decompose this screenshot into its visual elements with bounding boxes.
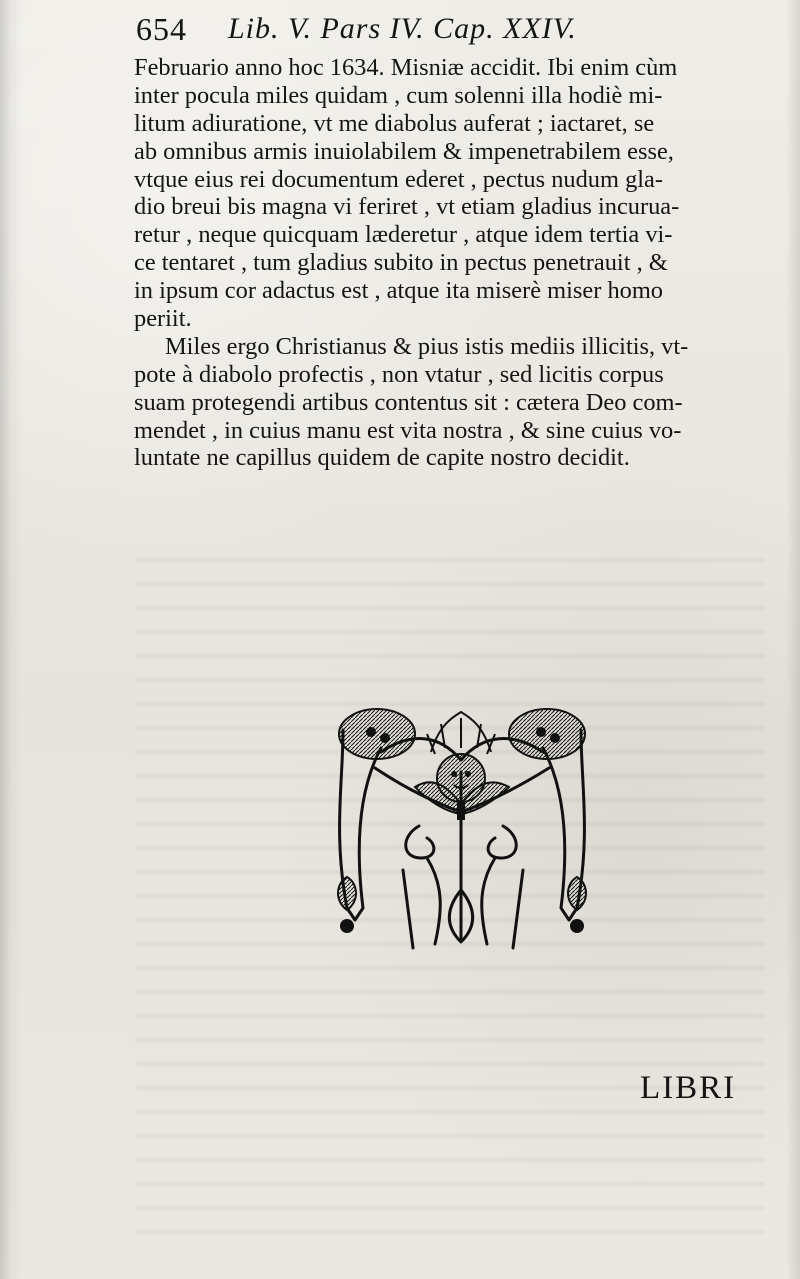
text-line: periit. <box>134 305 192 333</box>
page-number: 654 <box>136 11 187 47</box>
text-line: ce tentaret , tum gladius subito in pectus penetrauit , & <box>134 249 668 277</box>
text-line: retur , neque quicquam læderetur , atque idem tertia vi- <box>134 221 673 249</box>
woodcut-headpiece-icon <box>323 694 603 954</box>
text-line: litum adiuratione, vt me diabolus auferat ; iactaret, se <box>134 109 655 137</box>
page-left-shadow <box>0 0 22 1279</box>
text-line: Februario anno hoc 1634. Misniæ accidit. Ibi enim cùm <box>134 54 678 81</box>
catchword: LIBRI <box>640 1070 737 1106</box>
text-line: vtque eius rei documentum ederet , pectus nudum gla- <box>134 165 663 193</box>
text-line: dio breui bis magna vi feriret , vt etiam gladius incurua- <box>134 193 680 221</box>
text-line: pote à diabolo profectis , non vtatur , sed licitis corpus <box>134 360 664 388</box>
running-header <box>136 10 696 48</box>
text-line: Miles ergo Christianus & pius istis mediis illicitis, vt- <box>165 332 689 360</box>
text-line: in ipsum cor adactus est , atque ita miserè miser homo <box>134 277 664 305</box>
text-line: mendet , in cuius manu est vita nostra , & sine cuius vo- <box>134 416 682 444</box>
body-text <box>134 54 766 472</box>
page-right-shadow <box>786 0 800 1279</box>
text-line: luntate ne capillus quidem de capite nostro decidit. <box>134 444 630 472</box>
text-line: inter pocula miles quidam , cum solenni illa hodiè mi- <box>134 81 663 109</box>
running-title: Lib. V. Pars IV. Cap. XXIV. <box>228 12 577 45</box>
text-line: suam protegendi artibus contentus sit : cætera Deo com- <box>134 388 683 416</box>
text-line: ab omnibus armis inuiolabilem & impenetrabilem esse, <box>134 137 674 165</box>
